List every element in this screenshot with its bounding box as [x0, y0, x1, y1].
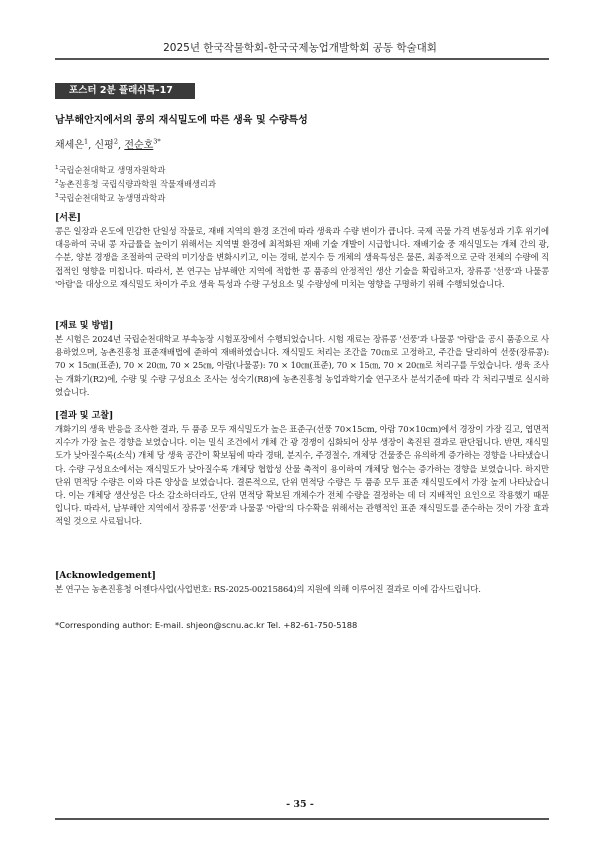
affiliation-text: 국립순천대학교 농생명과학과 — [58, 192, 166, 203]
affiliation-marker: 1 — [55, 165, 59, 171]
footer-divider — [55, 818, 549, 820]
intro-heading: [서론] — [55, 213, 81, 223]
affiliation-marker: 3 — [55, 192, 59, 199]
ack-section — [55, 570, 549, 596]
affiliation-text: 농촌진흥청 국립식량과학원 작물재배생리과 — [58, 178, 217, 189]
affiliation-item — [55, 176, 549, 190]
affiliation-text: 국립순천대학교 생명자원학과 — [58, 164, 166, 175]
intro-body: 콩은 일장과 온도에 민감한 단일성 작물로, 재배 지역의 환경 조건에 따라 생육과 수량 변이가 큽니다. 국제 곡물 가격 변동성과 기후 위기에 대응하여 국내 콩 자급률을 높이기 위해서는 지역별 환경에 최적화된 재배 기술 개발이 시급합니다. 재배기술 중 재식밀도는 개체 간의 광, 수분, 양분 경쟁을 조절하여 군락의 미기상을 변화시키고, 이는 경태, 분지수 등 개체의 생육특성은 물론, 최종적으로 군락 전체의 수량에 직접적인 영향을 미칩니다. 따라서, 본 연구는 남부해안 지역에 적합한 콩 품종의 안정적인 생산 기술을 확립하고자, 장류콩 '선풍'과 나물콩 '아람'을 대상으로 재식밀도 차이가 주요 생육 특성과 수량 구성요소 및 수량성에 미치는 영향을 구명하기 위해 수행되었습니다. — [55, 226, 549, 289]
results-body: 개화기의 생육 반응을 조사한 결과, 두 품종 모두 재식밀도가 높은 표준구(선풍 70×15cm, 아람 70×10cm)에서 경장이 가장 길고, 엽면적지수가 가장 높은 경향을 보였습니다. 이는 밀식 조건에서 개체 간 광 경쟁이 심화되어 상부 생장이 촉진된 결과로 판단됩니다. 반면, 재식밀도가 낮아질수록(소식) 개체 당 생육 공간이 확보됨에 따라 경태, 분지수, 주경절수, 개체당 건물중은 유의하게 증가하는 경향을 나타냈습니다. 수량 구성요소에서는 재식밀도가 낮아질수록 개체당 협합성 산물 축적이 용이하여 개체당 협수는 증가하는 경향을 보였습니다. 하지만 단위 면적당 수량은 이와 다른 양상을 보였습니다. 결론적으로, 단위 면적당 수량은 두 품종 모두 표준 재식밀도에서 가장 높게 나타났습니다. 이는 개체당 생산성은 다소 감소하더라도, 단위 면적당 확보된 개체수가 전체 수량을 결정하는 데 더 지배적인 요인으로 작용했기 때문입니다. 따라서, 남부해안 지역에서 장류콩 '선풍'과 나물콩 '아람'의 다수확을 위해서는 관행적인 표준 재식밀도를 준수하는 것이 가장 효과적일 것으로 사료됩니다. — [55, 424, 549, 527]
author-name: 채세은 — [55, 140, 84, 151]
results-section — [55, 410, 549, 529]
session-badge: 포스터 2분 플래쉬톡-17 — [55, 83, 195, 99]
author-affil-marker: 2 — [113, 137, 118, 146]
author-separator: , — [117, 140, 125, 151]
author-list — [55, 136, 161, 151]
affiliation-marker: 2 — [55, 178, 59, 185]
methods-heading: [재료 및 방법] — [55, 321, 114, 331]
author-affil-marker: 1 — [83, 137, 89, 146]
corresponding-author-name: 전순호 — [124, 140, 154, 151]
author-separator: , — [88, 140, 95, 151]
methods-section — [55, 320, 549, 399]
author-affil-marker: 3* — [153, 137, 161, 146]
page-number: - 35 - — [286, 799, 314, 810]
corresponding-author-note: *Corresponding author: E-mail. shjeon@scnu.ac.kr Tel. +82-61-750-5188 — [55, 620, 358, 630]
ack-body: 본 연구는 농촌진흥청 어젠다사업(사업번호: RS-2025-00215864)의 지원에 의해 이루어진 결과로 이에 감사드립니다. — [55, 584, 481, 594]
results-heading: [결과 및 고찰] — [55, 411, 114, 421]
paper-title: 남부해안지에서의 콩의 재식밀도에 따른 생육 및 수량특성 — [55, 115, 308, 126]
conference-header: 2025년 한국작물학회-한국국제농업개발학회 공동 학술대회 — [163, 42, 437, 54]
author-name: 신평 — [94, 140, 114, 151]
header-divider — [55, 58, 549, 60]
methods-body: 본 시험은 2024년 국립순천대학교 부속농장 시험포장에서 수행되었습니다. 시험 재료는 장류콩 '선풍'과 나물콩 '아람'을 공시 품종으로 사용하였으며, 농촌진흥청 표준재배법에 준하여 재배하였습니다. 재식밀도 처리는 조간을 70㎝로 고정하고, 주간을 달리하여 선풍(장류콩): 70 × 15㎝(표준), 70 × 20㎝, 70 × 25㎝, 아람(나물콩): 70 × 10㎝(표준), 70 × 15㎝, 70 × 20㎝로 처리구를 두었습니다. 생육 조사는 개화기(R2)에, 수량 및 수량 구성요소 조사는 성숙기(R8)에 농촌진흥청 농업과학기술 연구조사 분석기준에 따라 각 처리구별로 실시하였습니다. — [55, 334, 549, 397]
affiliation-list — [55, 162, 549, 203]
ack-heading: [Acknowledgement] — [55, 571, 156, 581]
affiliation-item — [55, 190, 549, 204]
intro-section — [55, 212, 549, 291]
affiliation-item — [55, 162, 549, 176]
